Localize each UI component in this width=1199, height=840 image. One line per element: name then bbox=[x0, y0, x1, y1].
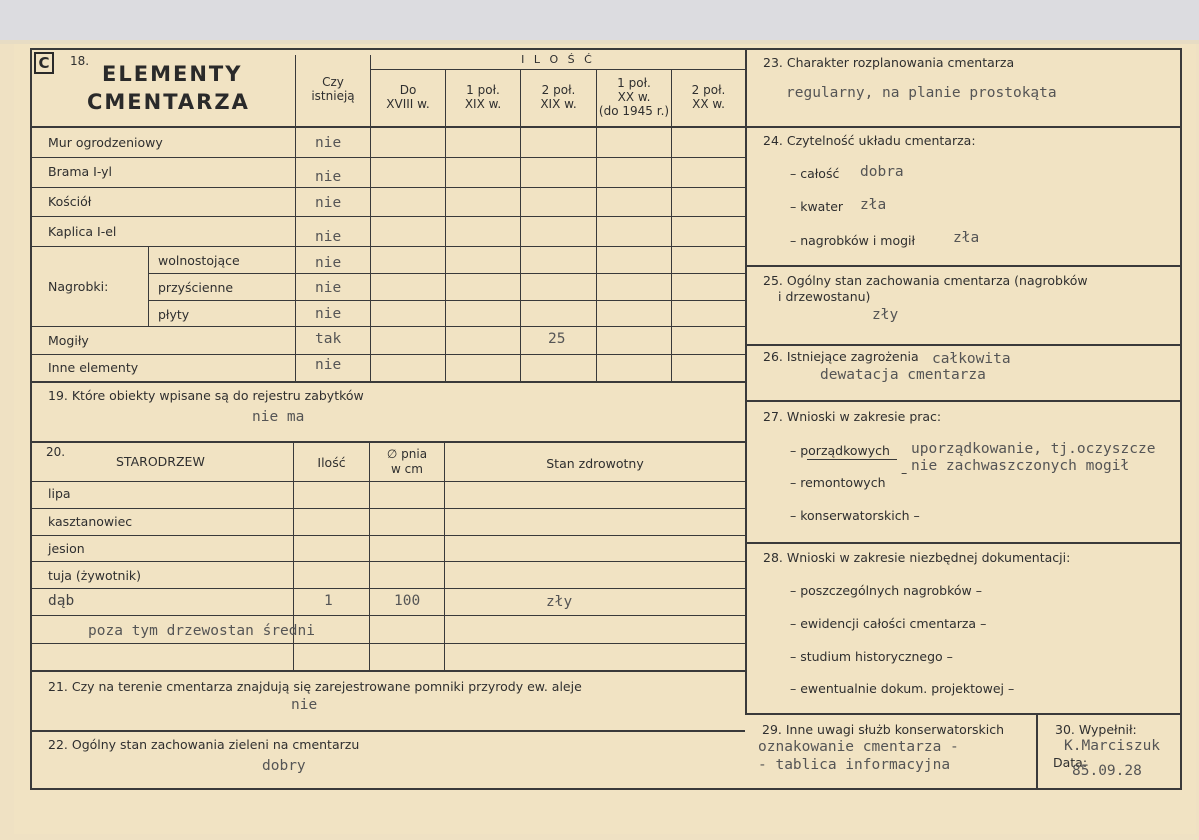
tree-qty: 1 bbox=[324, 593, 333, 609]
row-label: Mur ogrodzeniowy bbox=[48, 135, 163, 150]
s25-label: 25. Ogólny stan zachowania cmentarza (nagrobków bbox=[763, 273, 1088, 288]
header-czy: Czy bbox=[322, 75, 344, 89]
row-exists: nie bbox=[315, 280, 342, 296]
s24-label: 24. Czytelność układu cmentarza: bbox=[763, 133, 976, 148]
s30-date: 85.09.28 bbox=[1072, 763, 1142, 779]
s20-col-diameter-unit: w cm bbox=[391, 462, 423, 476]
divider-s24-bottom bbox=[745, 265, 1182, 267]
s30-date-label: Data: bbox=[1053, 755, 1088, 770]
s29-value: oznakowanie cmentarza - bbox=[758, 739, 959, 755]
period-label: XIX w. bbox=[464, 97, 502, 111]
s24-item-label: – całość bbox=[790, 166, 840, 181]
s29-label: 29. Inne uwagi służb konserwatorskich bbox=[762, 722, 1004, 737]
row-label: Kościół bbox=[48, 194, 92, 209]
divider-s23-bottom bbox=[745, 126, 1182, 128]
divider-s18-col4 bbox=[520, 70, 521, 381]
s20-col-health: Stan zdrowotny bbox=[546, 456, 644, 471]
tree-name: lipa bbox=[48, 486, 71, 501]
period-label: Do bbox=[399, 83, 417, 97]
tree-name: tuja (żywotnik) bbox=[48, 568, 142, 583]
row-label: płyty bbox=[158, 307, 190, 322]
s27-item-dash: – bbox=[901, 465, 908, 480]
divider-s28-bottom bbox=[745, 713, 1182, 715]
row-line bbox=[30, 481, 745, 482]
s24-item-label: – nagrobków i mogił bbox=[790, 233, 916, 248]
row-label: Inne elementy bbox=[48, 360, 139, 375]
row-label: wolnostojące bbox=[158, 253, 240, 268]
s19-value: nie ma bbox=[252, 409, 305, 425]
period-label: XX w. bbox=[617, 90, 651, 104]
row-line bbox=[148, 300, 745, 301]
s22-label: 22. Ogólny stan zachowania zieleni na cmentarzu bbox=[48, 737, 360, 752]
header-ilosc: I L O Ś Ć bbox=[521, 53, 595, 66]
divider-s20-col2 bbox=[369, 443, 370, 670]
s30-name: K.Marciszuk bbox=[1064, 738, 1161, 754]
period-label: 2 poł. bbox=[541, 83, 576, 97]
row-exists: nie bbox=[315, 169, 342, 185]
s30-label: 30. Wypełnił: bbox=[1055, 722, 1137, 737]
s26-value-cont: dewatacja cmentarza bbox=[820, 367, 986, 383]
s21-label: 21. Czy na terenie cmentarza znajdują się zarejestrowane pomniki przyrody ew. aleje bbox=[48, 679, 582, 694]
s29-value-cont: - tablica informacyjna bbox=[758, 757, 951, 773]
s28-item-label: – studium historycznego – bbox=[790, 649, 953, 664]
s20-note: poza tym drzewostan średni bbox=[88, 623, 315, 639]
s18-number: 18. bbox=[70, 54, 90, 68]
s24-item-value: zła bbox=[860, 197, 887, 213]
row-label: przyścienne bbox=[158, 280, 234, 295]
s27-label: 27. Wnioski w zakresie prac: bbox=[763, 409, 942, 424]
row-exists: nie bbox=[315, 195, 342, 211]
row-label: Mogiły bbox=[48, 333, 89, 348]
s23-value: regularny, na planie prostokąta bbox=[786, 85, 1057, 101]
divider-s27-bottom bbox=[745, 542, 1182, 544]
divider-s25-bottom bbox=[745, 344, 1182, 346]
row-line bbox=[30, 615, 745, 616]
s26-value: całkowita bbox=[932, 351, 1011, 367]
s20-number: 20. bbox=[46, 445, 66, 459]
s28-item-label: – poszczególnych nagrobków – bbox=[790, 583, 982, 598]
row-line bbox=[30, 187, 745, 188]
nagrobki-label: Nagrobki: bbox=[48, 279, 109, 294]
row-exists: tak bbox=[315, 331, 342, 347]
header-istnieja: istnieją bbox=[311, 89, 355, 103]
tree-name: jesion bbox=[48, 541, 85, 556]
s21-value: nie bbox=[291, 697, 318, 713]
row-line bbox=[30, 508, 745, 509]
s28-item-label: – ewidencji całości cmentarza – bbox=[790, 616, 987, 631]
s28-label: 28. Wnioski w zakresie niezbędnej dokumentacji: bbox=[763, 550, 1071, 565]
row-exists: nie bbox=[315, 229, 342, 245]
divider-s26-bottom bbox=[745, 400, 1182, 402]
s25-value: zły bbox=[872, 307, 899, 323]
divider-s18-col6 bbox=[671, 70, 672, 381]
s23-label: 23. Charakter rozplanowania cmentarza bbox=[763, 55, 1015, 70]
divider-s29-s30 bbox=[1036, 713, 1038, 790]
tree-health: zły bbox=[546, 594, 573, 610]
row-line bbox=[30, 216, 745, 217]
s27-item-label: – konserwatorskich – bbox=[790, 508, 920, 523]
tree-diameter: 100 bbox=[394, 593, 421, 609]
row-line bbox=[30, 588, 745, 589]
period-label: XX w. bbox=[692, 97, 725, 111]
s27-item-value: uporządkowanie, tj.oczyszcze bbox=[911, 441, 1156, 457]
s20-title: STARODRZEW bbox=[116, 454, 205, 469]
period-label: XVIII w. bbox=[386, 97, 430, 111]
s28-item-label: – ewentualnie dokum. projektowej – bbox=[790, 681, 1015, 696]
s25-label-cont: i drzewostanu) bbox=[778, 289, 871, 304]
row-line bbox=[30, 535, 745, 536]
row-exists: nie bbox=[315, 135, 342, 151]
row-exists: nie bbox=[315, 306, 342, 322]
row-line bbox=[148, 273, 745, 274]
divider-s20-col3 bbox=[444, 443, 445, 670]
s20-col-diameter: ∅ pnia bbox=[386, 447, 428, 461]
divider-s19-bottom bbox=[30, 441, 745, 443]
divider-s20-bottom bbox=[30, 670, 745, 672]
s27-item-label: – porządkowych bbox=[790, 443, 890, 458]
s24-item-value: zła bbox=[953, 230, 980, 246]
divider-s18-bottom bbox=[30, 381, 745, 383]
s24-item-label: – kwater bbox=[790, 199, 844, 214]
s27-item-underline bbox=[807, 459, 897, 460]
row-line bbox=[30, 354, 745, 355]
s18-title-line2: CMENTARZA bbox=[87, 90, 250, 114]
row-line bbox=[30, 643, 745, 644]
s19-label: 19. Które obiekty wpisane są do rejestru zabytków bbox=[48, 388, 364, 403]
row-qty: 25 bbox=[548, 331, 566, 347]
row-label: Brama I-yl bbox=[48, 164, 113, 179]
period-label: 1 poł. bbox=[617, 76, 651, 90]
s20-col-qty: Ilość bbox=[317, 455, 346, 470]
divider-main bbox=[745, 48, 747, 713]
row-exists: nie bbox=[315, 255, 342, 271]
divider-s18-col1 bbox=[295, 55, 296, 381]
divider-qty-header bbox=[370, 69, 745, 70]
tree-name: dąb bbox=[48, 593, 75, 609]
divider-nagrobki bbox=[148, 246, 149, 326]
s27-item-label: – remontowych bbox=[790, 475, 886, 490]
s26-label: 26. Istniejące zagrożenia bbox=[763, 349, 919, 364]
s22-value: dobry bbox=[262, 758, 306, 774]
card-letter-box: C bbox=[34, 52, 54, 74]
period-label: XIX w. bbox=[540, 97, 577, 111]
row-line bbox=[30, 246, 745, 247]
row-label: Kaplica I-el bbox=[48, 224, 117, 239]
row-line bbox=[30, 561, 745, 562]
s18-title-line1: ELEMENTY bbox=[102, 62, 243, 86]
divider-s18-col3 bbox=[445, 70, 446, 381]
divider-s21-bottom bbox=[30, 730, 745, 732]
s24-item-value: dobra bbox=[860, 164, 904, 180]
period-label: 1 poł. bbox=[466, 83, 500, 97]
row-exists: nie bbox=[315, 357, 342, 373]
period-label: 2 poł. bbox=[691, 83, 726, 97]
row-line bbox=[30, 326, 745, 327]
scan-top-band bbox=[0, 0, 1199, 42]
period-label: (do 1945 r.) bbox=[598, 104, 670, 118]
tree-name: kasztanowiec bbox=[48, 514, 133, 529]
s27-item-value-cont: nie zachwaszczonych mogił bbox=[911, 458, 1130, 474]
row-line bbox=[30, 157, 745, 158]
divider-s18-header bbox=[30, 126, 745, 128]
